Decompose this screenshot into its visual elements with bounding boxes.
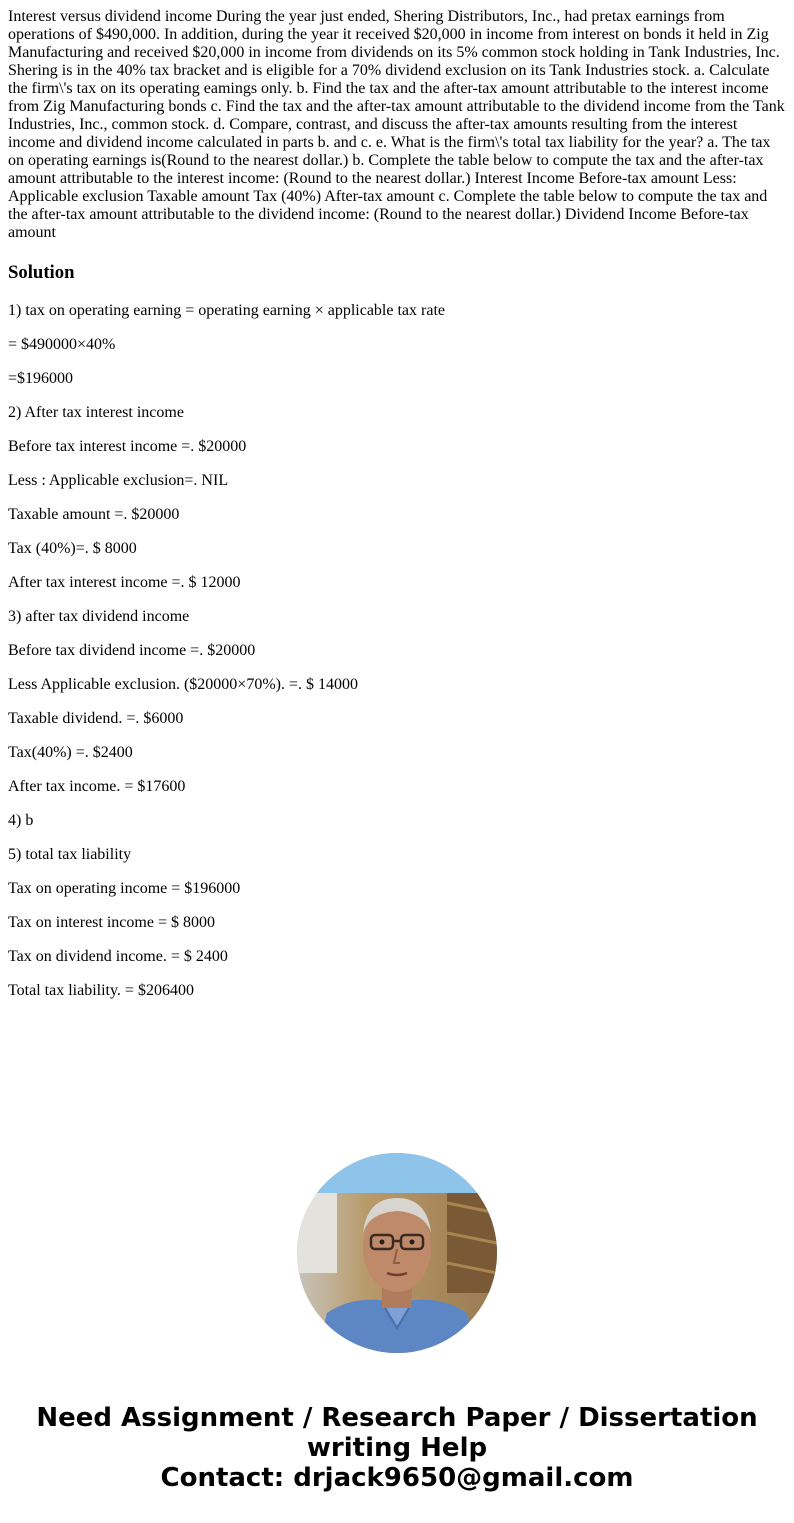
solution-line: Less : Applicable exclusion=. NIL [8,472,229,489]
solution-lines [8,302,786,1000]
solution-line: 2) After tax interest income [8,404,184,421]
footer-line-1: Need Assignment / Research Paper / Dissertation [36,1403,758,1433]
solution-line: =$196000 [8,370,74,387]
solution-line: 5) total tax liability [8,846,132,863]
author-portrait-image [297,1153,497,1353]
solution-line: Before tax interest income =. $20000 [8,438,247,455]
page-content [8,8,786,1016]
solution-line: After tax income. = $17600 [8,778,186,795]
solution-line: Total tax liability. = $206400 [8,982,194,999]
solution-line: 3) after tax dividend income [8,608,190,625]
author-avatar [297,1153,497,1353]
solution-line: Tax (40%)=. $ 8000 [8,540,137,557]
solution-line: Taxable amount =. $20000 [8,506,180,523]
solution-line: After tax interest income =. $ 12000 [8,574,241,591]
solution-line: Less Applicable exclusion. ($20000×70%). =. $ 14000 [8,676,358,693]
solution-line: Tax on interest income = $ 8000 [8,914,215,931]
solution-line: Tax on operating income = $196000 [8,880,241,897]
solution-line: Before tax dividend income =. $20000 [8,642,256,659]
question-text: Interest versus dividend income During the year just ended, Shering Distributors, Inc., had pretax earnings from operations of $490,000. In addition, during the year it received $20,000 in income from interest on bonds it held in Zig Manufacturing and received $20,000 in income from dividends on its 5% common stock holding in Tank Industries, Inc. Shering is in the 40% tax bracket and is eligible for a 70% dividend exclusion on its Tank Industries stock. a. Calculate the firm\'s tax on its operating eamings only. b. Find the tax and the after-tax amount attributable to the interest income from Zig Manufacturing bonds c. Find the tax and the after-tax amount attributable to the dividend income from the Tank Industries, Inc., common stock. d. Compare, contrast, and discuss the after-tax amounts resulting from the interest income and dividend income calculated in parts b. and c. e. What is the firm\'s total tax liability for the year? a. The tax on operating earnings is(Round to the nearest dollar.) b. Complete the table below to compute the tax and the after-tax amount attributable to the interest income: (Round to the nearest dollar.) Interest Income Before-tax amount Less: Applicable exclusion Taxable amount Tax (40%) After-tax amount c. Complete the table below to compute the tax and the after-tax amount attributable to the dividend income: (Round to the nearest dollar.) Dividend Income Before-tax amount [8,8,785,241]
solution-line: Tax on dividend income. = $ 2400 [8,948,228,965]
footer-line-3: Contact: drjack9650@gmail.com [160,1463,634,1493]
solution-line: Taxable dividend. =. $6000 [8,710,184,727]
solution-line: 1) tax on operating earning = operating earning × applicable tax rate [8,302,445,319]
footer-line-2: writing Help [306,1433,488,1463]
solution-line: Tax(40%) =. $2400 [8,744,133,761]
solution-heading: Solution [8,262,75,283]
solution-line: 4) b [8,812,34,829]
solution-line: = $490000×40% [8,336,116,353]
footer-contact-banner [0,1403,794,1493]
